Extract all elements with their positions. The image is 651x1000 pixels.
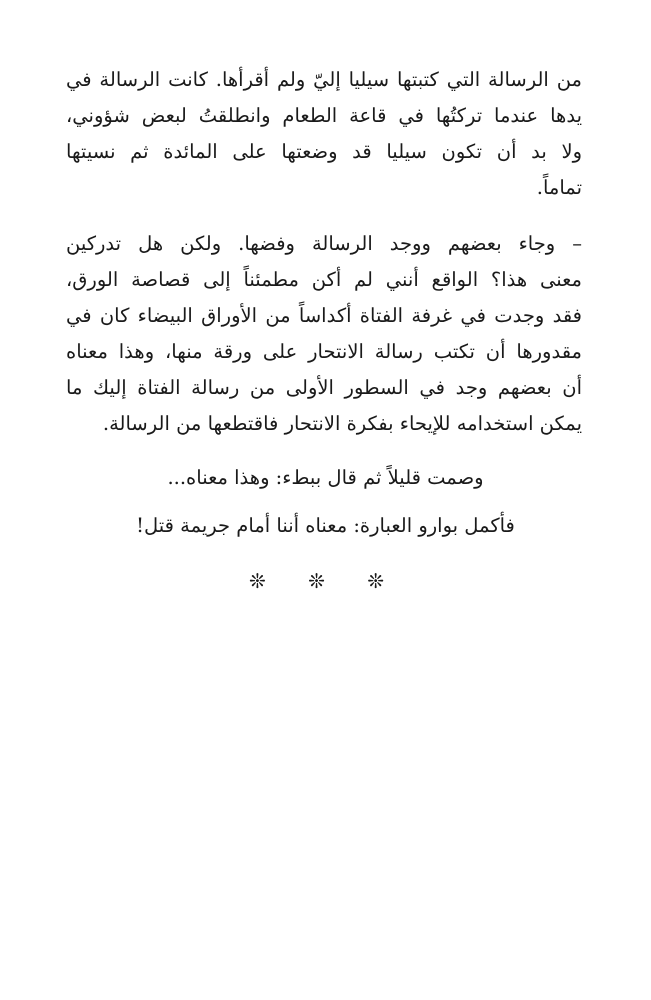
paragraph-2-line-6: يمكن استخدامه للإيحاء بفكرة الانتحار فاقتطعها من الرسالة.	[102, 412, 582, 435]
dialogue-line-silence: وصمت قليلاً ثم قال ببطء: وهذا معناه...	[167, 466, 484, 489]
section-break-ornament: ❊ ❊ ❊	[249, 569, 402, 593]
paragraph-2-line-1: – وجاء بعضهم ووجد الرسالة وفضها. ولكن هل تدركين	[66, 232, 582, 255]
paragraph-1-line-1: من الرسالة التي كتبتها سيليا إليّ ولم أقرأها. كانت الرسالة في	[66, 68, 582, 91]
paragraph-2-line-3: فقد وجدت في غرفة الفتاة أكداساً من الأوراق البيضاء كان في	[66, 304, 582, 327]
dialogue-line-poirot: فأكمل بوارو العبارة: معناه أننا أمام جريمة قتل!	[136, 514, 515, 537]
paragraph-2-line-5: أن بعضهم وجد في السطور الأولى من رسالة الفتاة إليك ما	[66, 376, 582, 399]
paragraph-1-line-4: تماماً.	[536, 176, 582, 199]
paragraph-1-line-3: ولا بد أن تكون سيليا قد وضعتها على المائدة ثم نسيتها	[66, 140, 582, 163]
paragraph-2-line-2: معنى هذا؟ الواقع أنني لم أكن مطمئناً إلى قصاصة الورق،	[66, 268, 582, 291]
paragraph-2-line-4: مقدورها أن تكتب رسالة الانتحار على ورقة منها، وهذا معناه	[66, 340, 582, 363]
paragraph-1-line-2: يدها عندما تركتُها في قاعة الطعام وانطلقتُ لبعض شؤوني،	[66, 104, 582, 127]
